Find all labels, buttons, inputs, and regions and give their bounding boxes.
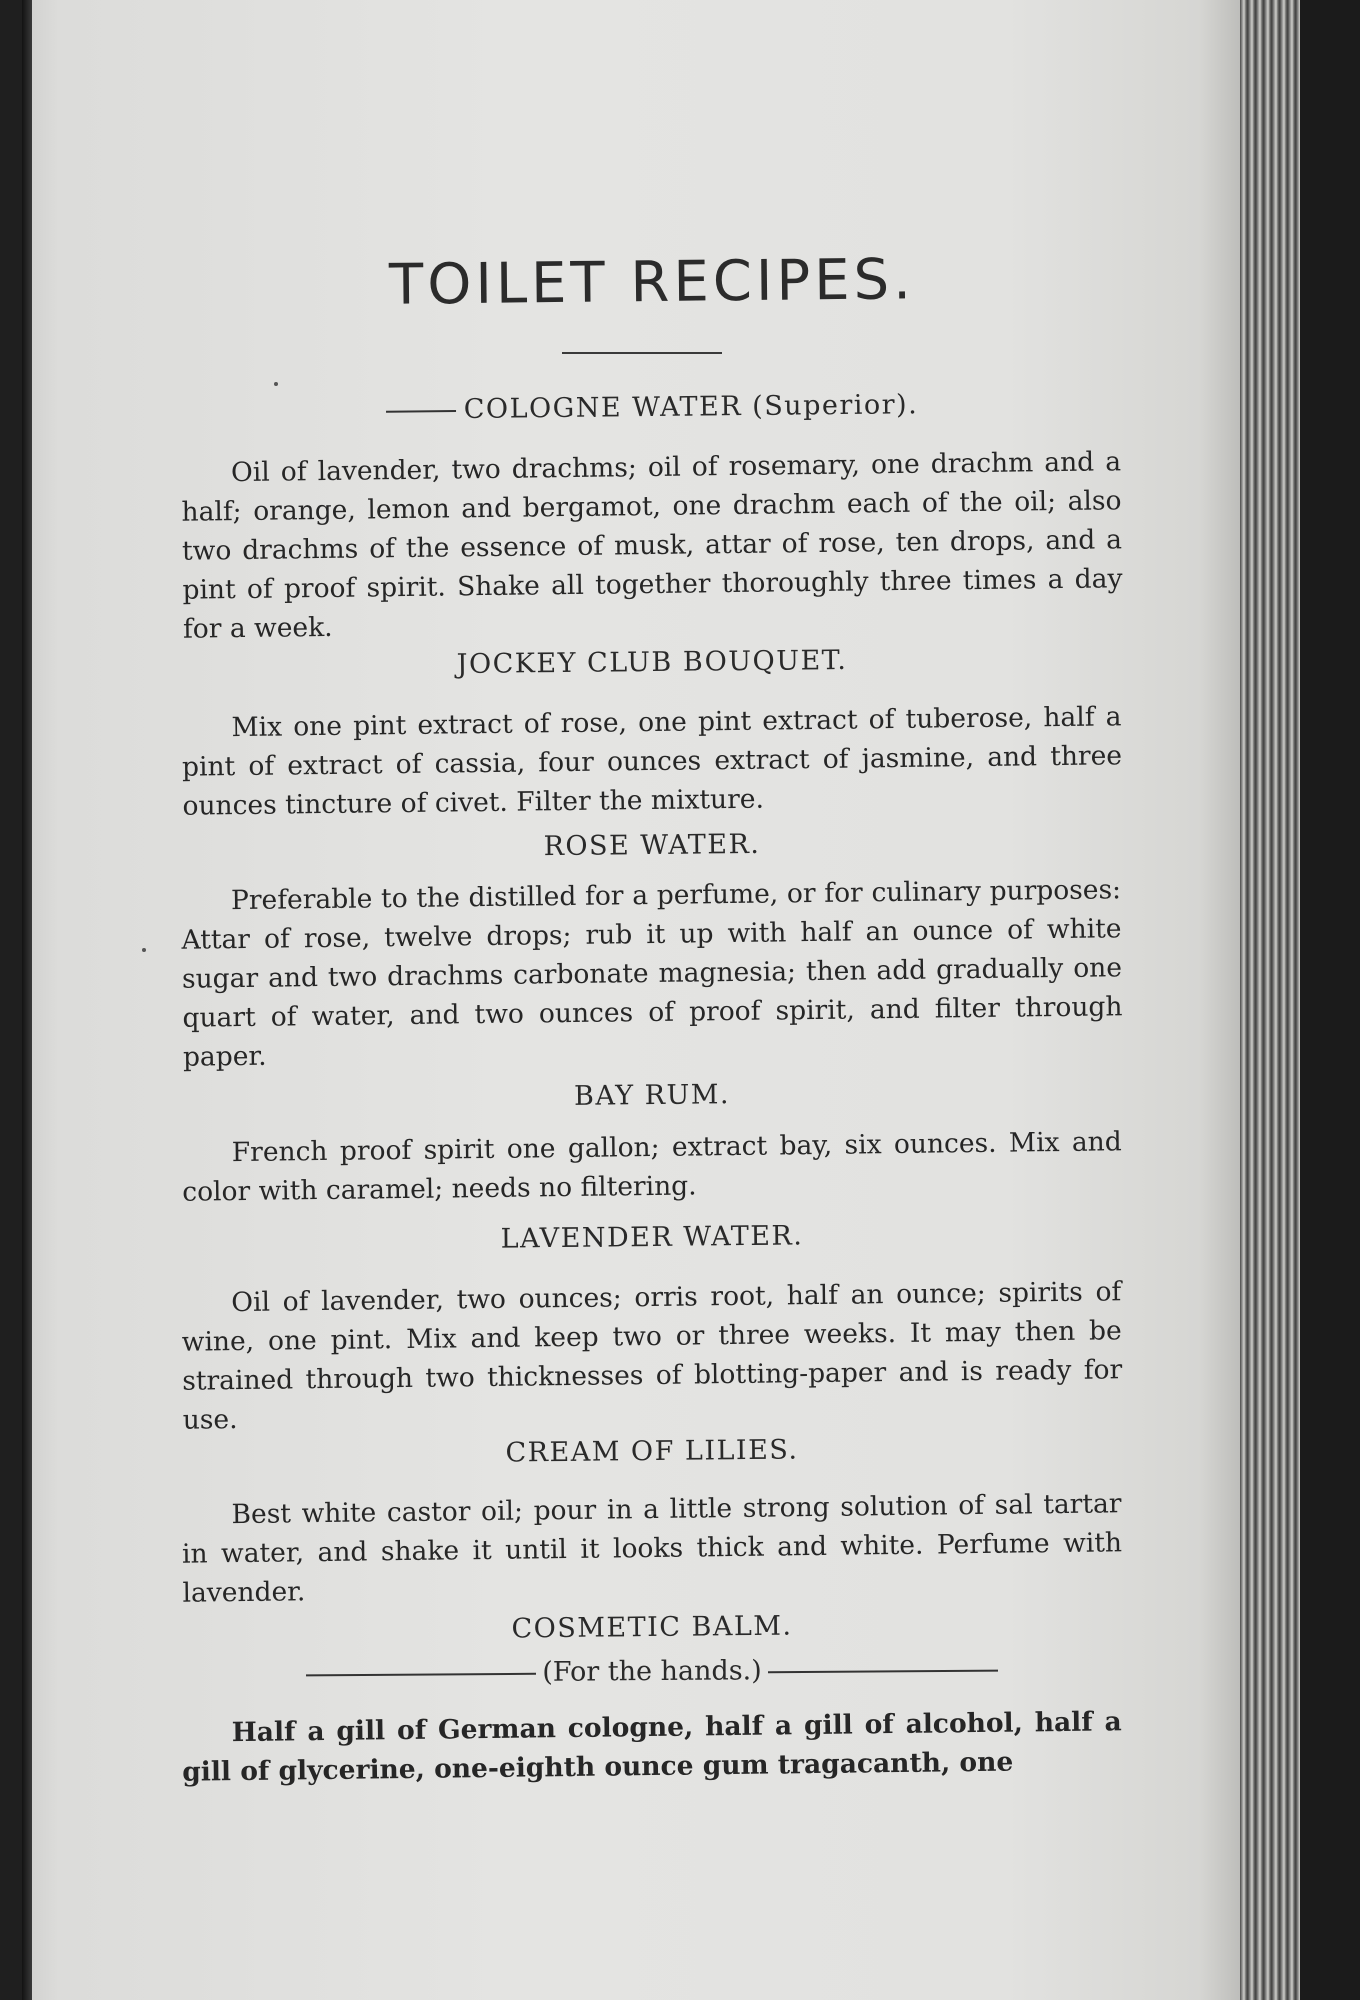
subheading-rule-left bbox=[306, 1672, 536, 1676]
section-heading bbox=[182, 387, 1122, 428]
ink-speck bbox=[142, 948, 146, 952]
section-body: Oil of lavender, two ounces; orris root, half an ounce; spirits of wine, one pint. Mix and keep two or three weeks. It may then be strained through two thicknesses of blotting-paper and is ready for use. bbox=[181, 1276, 1123, 1436]
section-body: Mix one pint extract of rose, one pint extract of tuberose, half a pint of extract of cassia, four ounces extract of jasmine, and three ounces tincture of civet. Filter the mixture. bbox=[181, 701, 1123, 822]
section-subheading bbox=[182, 1653, 1122, 1691]
section-heading: LAVENDER WATER. bbox=[500, 1220, 804, 1255]
section-body: French proof spirit one gallon; extract bay, six ounces. Mix and color with caramel; needs no filtering. bbox=[182, 1126, 1122, 1208]
book-page bbox=[22, 0, 1248, 2000]
page-gutter-shadow bbox=[22, 0, 32, 2000]
section-heading-text: COLOGNE WATER (Superior). bbox=[463, 389, 919, 425]
section-heading: COSMETIC BALM. bbox=[511, 1610, 793, 1645]
title-rule bbox=[562, 352, 722, 354]
section-heading: BAY RUM. bbox=[573, 1079, 731, 1112]
section-body: Half a gill of German cologne, half a gill of alcohol, half a gill of glycerine, one-eighth ounce gum tragacanth, one bbox=[182, 1706, 1122, 1788]
book-cover-edge bbox=[1300, 0, 1360, 2000]
section-heading: ROSE WATER. bbox=[543, 828, 761, 863]
section-heading: CREAM OF LILIES. bbox=[505, 1434, 799, 1469]
subheading-text: (For the hands.) bbox=[542, 1655, 762, 1688]
heading-dash bbox=[386, 410, 456, 413]
section-body: Oil of lavender, two drachms; oil of rosemary, one drachm and a half; orange, lemon and bergamot, one drachm each of the oil; also two drachms of the essence of musk, attar of rose, ten drops, and a pint of proof spirit. Shake all together thoroughly three times a day for a week. bbox=[181, 446, 1123, 645]
section-body: Preferable to the distilled for a perfume, or for culinary purposes: Attar of rose, twelve drops; rub it up with half an ounce of white sugar and two drachms carbonate magnesia; then add gradually one quart of water, and two ounces of proof spirit, and filter through paper. bbox=[181, 874, 1123, 1073]
section-heading: JOCKEY CLUB BOUQUET. bbox=[456, 644, 848, 681]
page-title: TOILET RECIPES. bbox=[388, 247, 916, 318]
ink-speck bbox=[274, 382, 278, 386]
page-content bbox=[182, 0, 1122, 2000]
subheading-rule-right bbox=[768, 1669, 998, 1673]
section-body: Best white castor oil; pour in a little strong solution of sal tartar in water, and shake it until it looks thick and white. Perfume with lavender. bbox=[181, 1488, 1123, 1609]
